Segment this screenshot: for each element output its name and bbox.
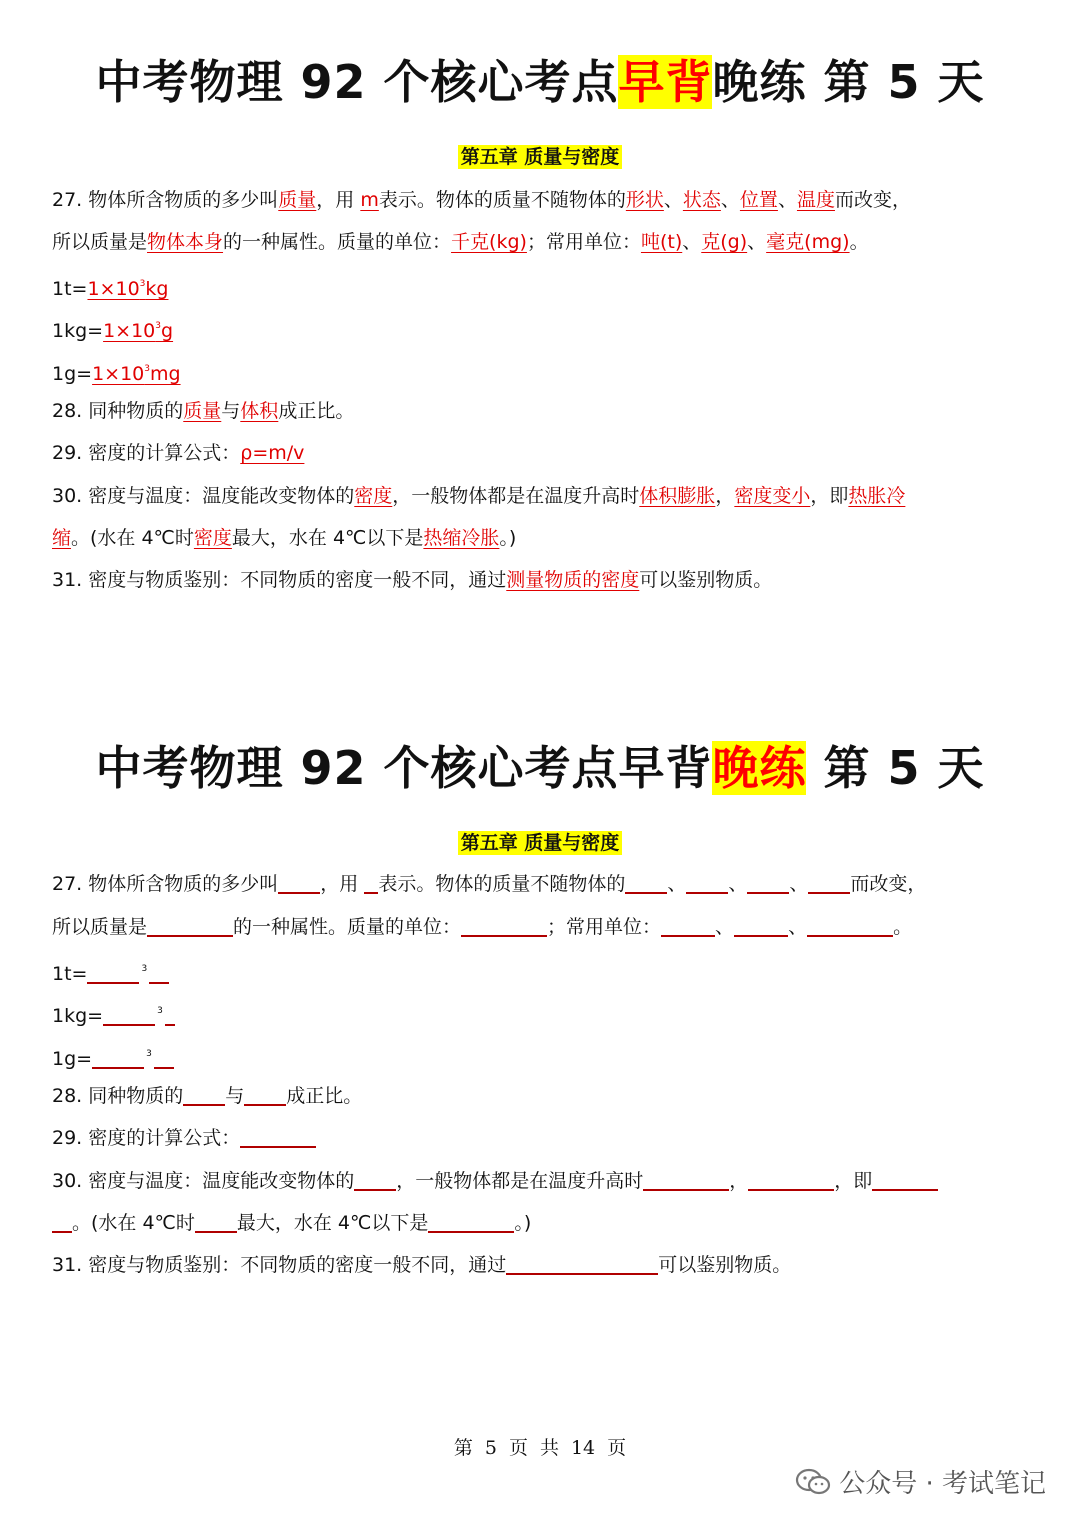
chapter-heading: 第五章 质量与密度 bbox=[0, 829, 1080, 857]
item-31: 31. 密度与物质鉴别：不同物质的密度一般不同，通过 可以鉴别物质。 bbox=[52, 1250, 1042, 1280]
answer: 形状 bbox=[625, 189, 664, 211]
answer: 毫克(mg) bbox=[766, 231, 850, 253]
answer: $1\times 10^3kg$ bbox=[87, 278, 169, 300]
fill-blank[interactable] bbox=[183, 1082, 225, 1106]
item-30-line-2: 缩。(水在 4℃时密度最大，水在 4℃以下是热缩冷胀。) bbox=[52, 527, 517, 549]
answer: $1\times 10^3g$ bbox=[103, 320, 174, 342]
item-27-line-2: 所以质量是 的一种属性。质量的单位： ；常用单位： 、 、 。 bbox=[52, 912, 1042, 942]
fill-blank[interactable] bbox=[364, 870, 378, 894]
conversion-gram: 1g= $^3$ bbox=[52, 1039, 1042, 1074]
fill-blank[interactable] bbox=[195, 1209, 237, 1233]
watermark: 公众号 · 考试笔记 bbox=[795, 1464, 1046, 1504]
fill-blank[interactable] bbox=[278, 870, 320, 894]
answer: 质量 bbox=[183, 400, 222, 422]
answer: 千克(kg) bbox=[451, 231, 527, 253]
conversion-kilogram: 1kg= $^3$ bbox=[52, 996, 1042, 1031]
item-29: 29. 密度的计算公式： bbox=[52, 1123, 1042, 1153]
fill-blank[interactable] bbox=[808, 870, 850, 894]
item-30-line-1: 30. 密度与温度：温度能改变物体的 ，一般物体都是在温度升高时 ， ，即 bbox=[52, 1166, 1042, 1196]
answer: 缩 bbox=[52, 527, 72, 549]
answer: $1\times 10^3mg$ bbox=[92, 363, 181, 385]
answer: 热胀冷 bbox=[848, 485, 906, 507]
chapter-heading: 第五章 质量与密度 bbox=[0, 143, 1080, 171]
conversion-gram: $1g=1\times 10^3mg$ bbox=[52, 363, 181, 385]
fill-blank[interactable] bbox=[686, 870, 728, 894]
answer: 物体本身 bbox=[147, 231, 224, 253]
fill-blank[interactable] bbox=[661, 913, 715, 937]
answer: 密度 bbox=[193, 527, 232, 549]
wechat-icon bbox=[795, 1468, 831, 1496]
title-highlight: 早背 bbox=[618, 55, 713, 109]
conversion-kilogram: $1kg=1\times 10^3g$ bbox=[52, 320, 174, 342]
page-title: 中考物理 92 个核心考点早背晚练 第 5 天 bbox=[95, 55, 985, 109]
answer: 质量 bbox=[278, 189, 317, 211]
fill-blank[interactable] bbox=[149, 960, 169, 984]
fill-blank[interactable] bbox=[87, 960, 139, 984]
item-27-line-1: 27. 物体所含物质的多少叫 ，用 表示。物体的质量不随物体的 、 、 、 而改变， bbox=[52, 869, 1042, 899]
fill-blank[interactable] bbox=[807, 913, 893, 937]
fill-blank[interactable] bbox=[461, 913, 547, 937]
item-30-line-2: 。(水在 4℃时 最大，水在 4℃以下是 。) bbox=[52, 1208, 1042, 1238]
item-28: 28. 同种物质的质量与体积成正比。 bbox=[52, 400, 355, 422]
answer: ρ=m/v bbox=[240, 442, 305, 464]
answer: 体积 bbox=[240, 400, 279, 422]
fill-blank[interactable] bbox=[244, 1082, 286, 1106]
item-28: 28. 同种物质的 与 成正比。 bbox=[52, 1081, 1042, 1111]
fill-blank[interactable] bbox=[92, 1045, 144, 1069]
conversion-ton: $1t=1\times 10^3kg$ bbox=[52, 278, 169, 300]
fill-blank[interactable] bbox=[428, 1209, 514, 1233]
fill-blank[interactable] bbox=[734, 913, 788, 937]
item-29: 29. 密度的计算公式：ρ=m/v bbox=[52, 442, 305, 464]
answer: 吨(t) bbox=[640, 231, 683, 253]
page-number: 第 5 页 共 14 页 bbox=[453, 1437, 627, 1459]
answer: 密度 bbox=[354, 485, 393, 507]
fill-blank[interactable] bbox=[506, 1251, 658, 1275]
fill-blank[interactable] bbox=[748, 1167, 834, 1191]
fill-blank[interactable] bbox=[147, 913, 233, 937]
fill-blank[interactable] bbox=[154, 1045, 174, 1069]
conversion-ton: 1t= $^3$ bbox=[52, 954, 1042, 989]
answer: 密度变小 bbox=[734, 485, 811, 507]
fill-blank[interactable] bbox=[240, 1124, 316, 1148]
item-30-line-1: 30. 密度与温度：温度能改变物体的密度，一般物体都是在温度升高时体积膨胀，密度变小，即热胀冷 bbox=[52, 485, 906, 507]
answer: 温度 bbox=[796, 189, 835, 211]
fill-blank[interactable] bbox=[354, 1167, 396, 1191]
fill-blank[interactable] bbox=[165, 1002, 175, 1026]
fill-blank[interactable] bbox=[52, 1209, 72, 1233]
answer: m bbox=[360, 189, 379, 211]
item-27-line-1: 27. 物体所含物质的多少叫质量，用 m表示。物体的质量不随物体的形状、状态、位置、温度而改变， bbox=[52, 189, 911, 211]
page-title: 中考物理 92 个核心考点早背晚练 第 5 天 bbox=[95, 741, 985, 795]
fill-blank[interactable] bbox=[103, 1002, 155, 1026]
fill-blank[interactable] bbox=[747, 870, 789, 894]
answer: 克(g) bbox=[701, 231, 748, 253]
item-27-line-2: 所以质量是物体本身的一种属性。质量的单位：千克(kg)；常用单位：吨(t)、克(g)、毫克(mg)。 bbox=[52, 231, 869, 253]
answer: 测量物质的密度 bbox=[506, 569, 640, 591]
answer: 热缩冷胀 bbox=[423, 527, 500, 549]
fill-blank[interactable] bbox=[625, 870, 667, 894]
fill-blank[interactable] bbox=[872, 1167, 938, 1191]
answer: 状态 bbox=[682, 189, 721, 211]
answer: 位置 bbox=[739, 189, 778, 211]
title-highlight: 晚练 bbox=[712, 741, 807, 795]
answer: 体积膨胀 bbox=[639, 485, 716, 507]
fill-blank[interactable] bbox=[643, 1167, 729, 1191]
item-31: 31. 密度与物质鉴别：不同物质的密度一般不同，通过测量物质的密度可以鉴别物质。 bbox=[52, 569, 773, 591]
